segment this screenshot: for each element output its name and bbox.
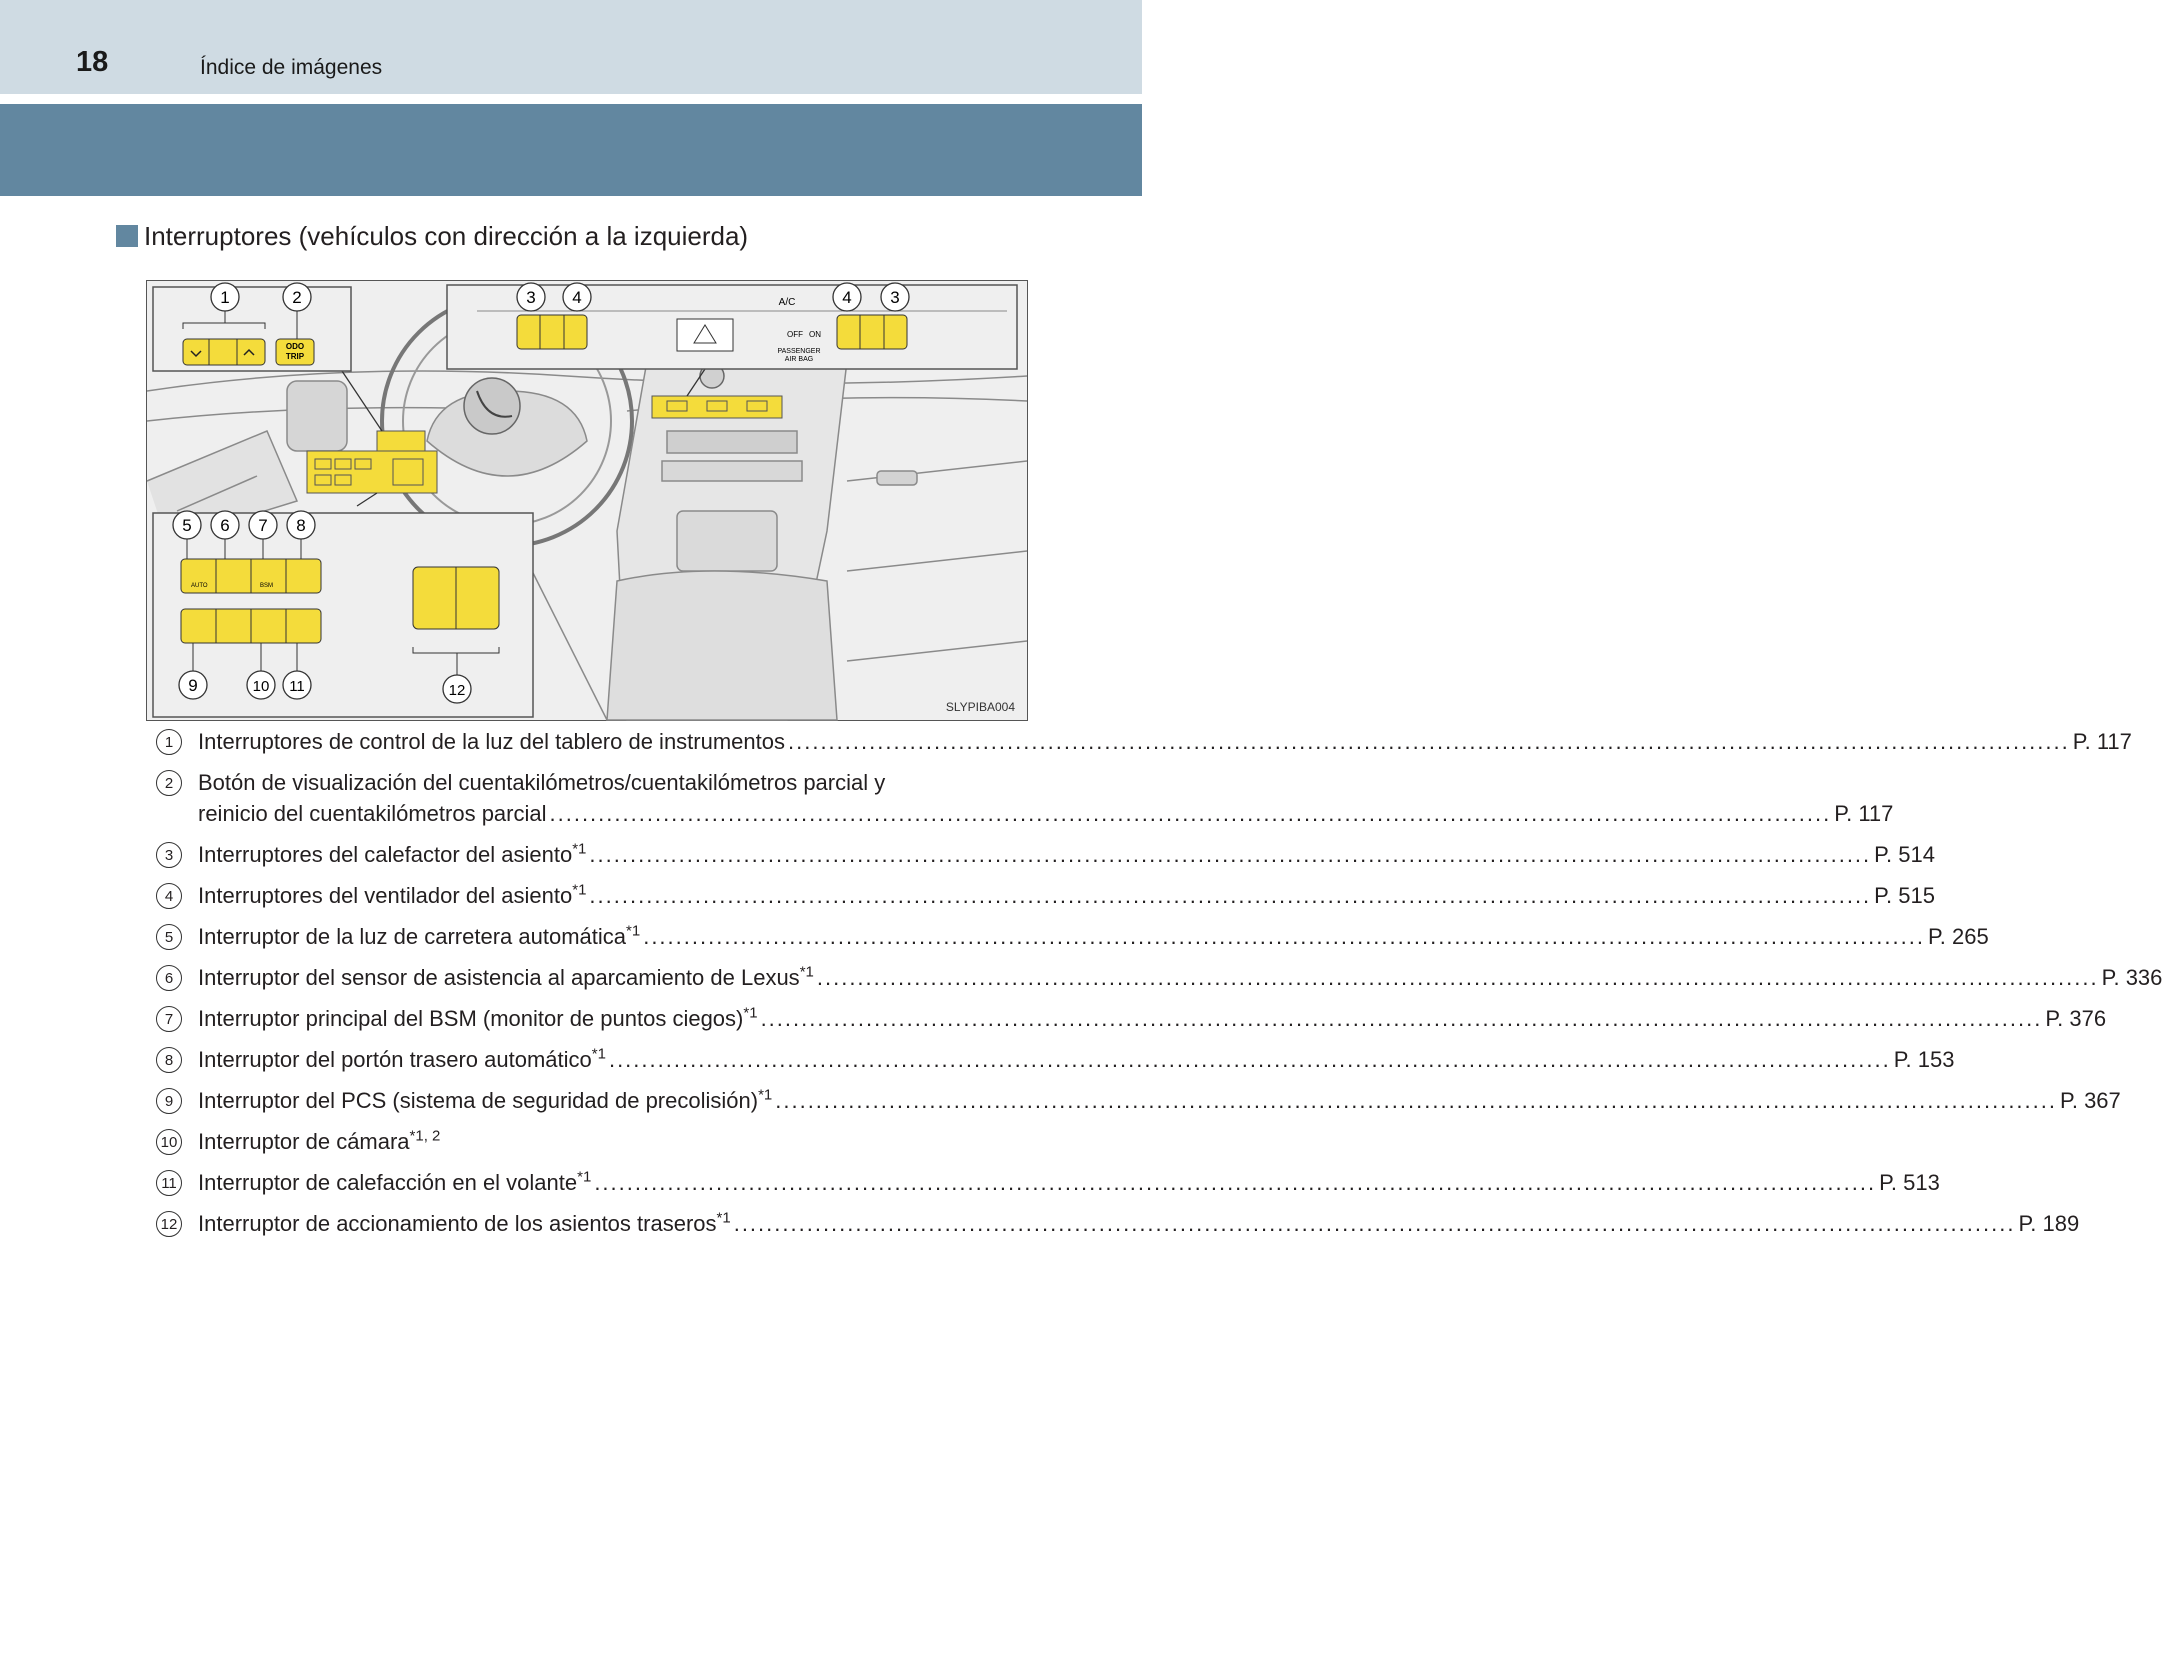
callout-4-right: 4 — [842, 288, 852, 307]
leader-dots — [788, 726, 2070, 757]
list-item — [156, 1085, 2121, 1116]
item-label: Interruptor de cámara — [198, 1129, 410, 1154]
item-number: 10 — [156, 1129, 182, 1155]
item-label: Botón de visualización del cuentakilómetros/cuentakilómetros parcial y — [198, 770, 886, 795]
item-number: 6 — [156, 965, 182, 991]
passenger-label: PASSENGER — [777, 348, 821, 355]
odo-label: ODO — [285, 342, 305, 351]
footnote-mark: *1 — [626, 922, 641, 940]
item-number: 12 — [156, 1211, 182, 1237]
list-item — [156, 1126, 982, 1157]
item-number: 11 — [156, 1170, 182, 1196]
callout-box-1-2 — [153, 283, 351, 371]
ac-label: A/C — [778, 297, 796, 308]
footnote-mark: *1 — [577, 1168, 592, 1186]
item-number: 5 — [156, 924, 182, 950]
item-label: Interruptores de control de la luz del tablero de instrumentos — [198, 729, 785, 754]
callout-8: 8 — [296, 516, 306, 535]
callout-10: 10 — [252, 678, 270, 695]
item-label: Interruptores del calefactor del asiento — [198, 842, 573, 867]
trip-label: TRIP — [285, 352, 305, 361]
item-page-ref[interactable]: P. 117 — [2072, 729, 2132, 754]
callout-5: 5 — [182, 516, 192, 535]
item-page-ref[interactable]: P. 367 — [2060, 1088, 2121, 1113]
figure-code: SLYPIBA004 — [945, 700, 1015, 714]
footnote-mark: *1 — [572, 840, 587, 858]
callout-9: 9 — [188, 676, 198, 695]
list-item — [156, 726, 2132, 757]
section-title: Interruptores (vehículos con dirección a la izquierda) — [144, 220, 749, 251]
item-label-continued: reinicio del cuentakilómetros parcial — [198, 801, 547, 826]
item-number: 1 — [156, 729, 182, 755]
item-number: 2 — [156, 770, 182, 796]
running-title: Índice de imágenes — [200, 56, 383, 79]
list-item — [156, 1044, 1955, 1075]
list-item — [156, 921, 1989, 952]
item-page-ref[interactable]: P. 265 — [1927, 924, 1989, 949]
footnote-mark: *1 — [758, 1086, 773, 1104]
item-page-ref[interactable]: P. 336 — [2101, 965, 2162, 990]
callout-box-3-4 — [447, 283, 1017, 369]
callout-1: 1 — [220, 288, 230, 307]
dashboard-drawing — [147, 281, 1027, 720]
item-label: Interruptor principal del BSM (monitor de puntos ciegos) — [198, 1006, 744, 1031]
leader-dots — [817, 962, 2099, 993]
leader-dots — [594, 1167, 1876, 1198]
section-heading — [116, 220, 748, 252]
leader-dots — [609, 1044, 1891, 1075]
item-number: 8 — [156, 1047, 182, 1073]
list-item — [156, 1167, 1940, 1198]
list-item — [156, 880, 1935, 911]
item-label: Interruptor de accionamiento de los asientos traseros — [198, 1211, 717, 1236]
item-page-ref[interactable]: P. 515 — [1874, 883, 1935, 908]
item-page-ref[interactable]: P. 376 — [2045, 1006, 2107, 1031]
list-item — [156, 962, 2162, 993]
off-label: OFF — [787, 330, 803, 339]
footnote-mark: *1 — [591, 1045, 606, 1063]
item-label: Interruptores del ventilador del asiento — [198, 883, 573, 908]
footnote-mark: *1 — [743, 1004, 758, 1022]
leader-dots — [589, 880, 1871, 911]
item-label: Interruptor del sensor de asistencia al aparcamiento de Lexus — [198, 965, 800, 990]
callout-3-left: 3 — [526, 288, 536, 307]
callout-3-right: 3 — [890, 288, 900, 307]
dashboard-illustration — [146, 280, 1028, 721]
item-label: Interruptor de calefacción en el volante — [198, 1170, 578, 1195]
leader-dots — [550, 798, 1832, 829]
callout-2: 2 — [292, 288, 302, 307]
page-number: 18 — [76, 46, 109, 78]
airbag-label: AIR BAG — [784, 356, 814, 363]
header-band — [0, 0, 1142, 94]
item-number: 9 — [156, 1088, 182, 1114]
item-page-ref[interactable]: P. 513 — [1879, 1170, 1940, 1195]
list-item — [156, 839, 1935, 870]
footnote-mark: *1 — [716, 1209, 731, 1227]
chapter-band — [0, 104, 1142, 196]
footnote-mark: *1 — [572, 881, 587, 899]
item-page-ref[interactable]: P. 153 — [1893, 1047, 1955, 1072]
auto-label: AUTO — [191, 583, 208, 589]
list-item — [156, 767, 1894, 829]
leader-dots — [589, 839, 1871, 870]
switch-index-list — [156, 726, 2162, 1249]
callout-6: 6 — [220, 516, 230, 535]
section-square-icon — [116, 225, 138, 247]
item-label: Interruptor del PCS (sistema de seguridad de precolisión) — [198, 1088, 759, 1113]
item-number: 3 — [156, 842, 182, 868]
item-number: 7 — [156, 1006, 182, 1032]
item-page-ref[interactable]: P. 117 — [1834, 801, 1894, 826]
bsm-label: BSM — [260, 583, 274, 589]
on-label: ON — [809, 330, 821, 339]
item-page-ref[interactable]: P. 514 — [1874, 842, 1935, 867]
footnote-mark: *1, 2 — [409, 1127, 441, 1145]
item-page-ref[interactable]: P. 189 — [2018, 1211, 2080, 1236]
leader-dots — [775, 1085, 2057, 1116]
callout-7: 7 — [258, 516, 268, 535]
leader-dots — [734, 1208, 2016, 1239]
list-item — [156, 1208, 2080, 1239]
callout-11: 11 — [289, 678, 305, 695]
callout-4-left: 4 — [572, 288, 582, 307]
item-label: Interruptor del portón trasero automático — [198, 1047, 592, 1072]
item-label: Interruptor de la luz de carretera automática — [198, 924, 627, 949]
callout-12: 12 — [448, 682, 466, 699]
leader-dots — [643, 921, 1925, 952]
footnote-mark: *1 — [799, 963, 814, 981]
list-item — [156, 1003, 2107, 1034]
leader-dots — [761, 1003, 2043, 1034]
item-number: 4 — [156, 883, 182, 909]
callout-box-5-12 — [153, 511, 533, 717]
